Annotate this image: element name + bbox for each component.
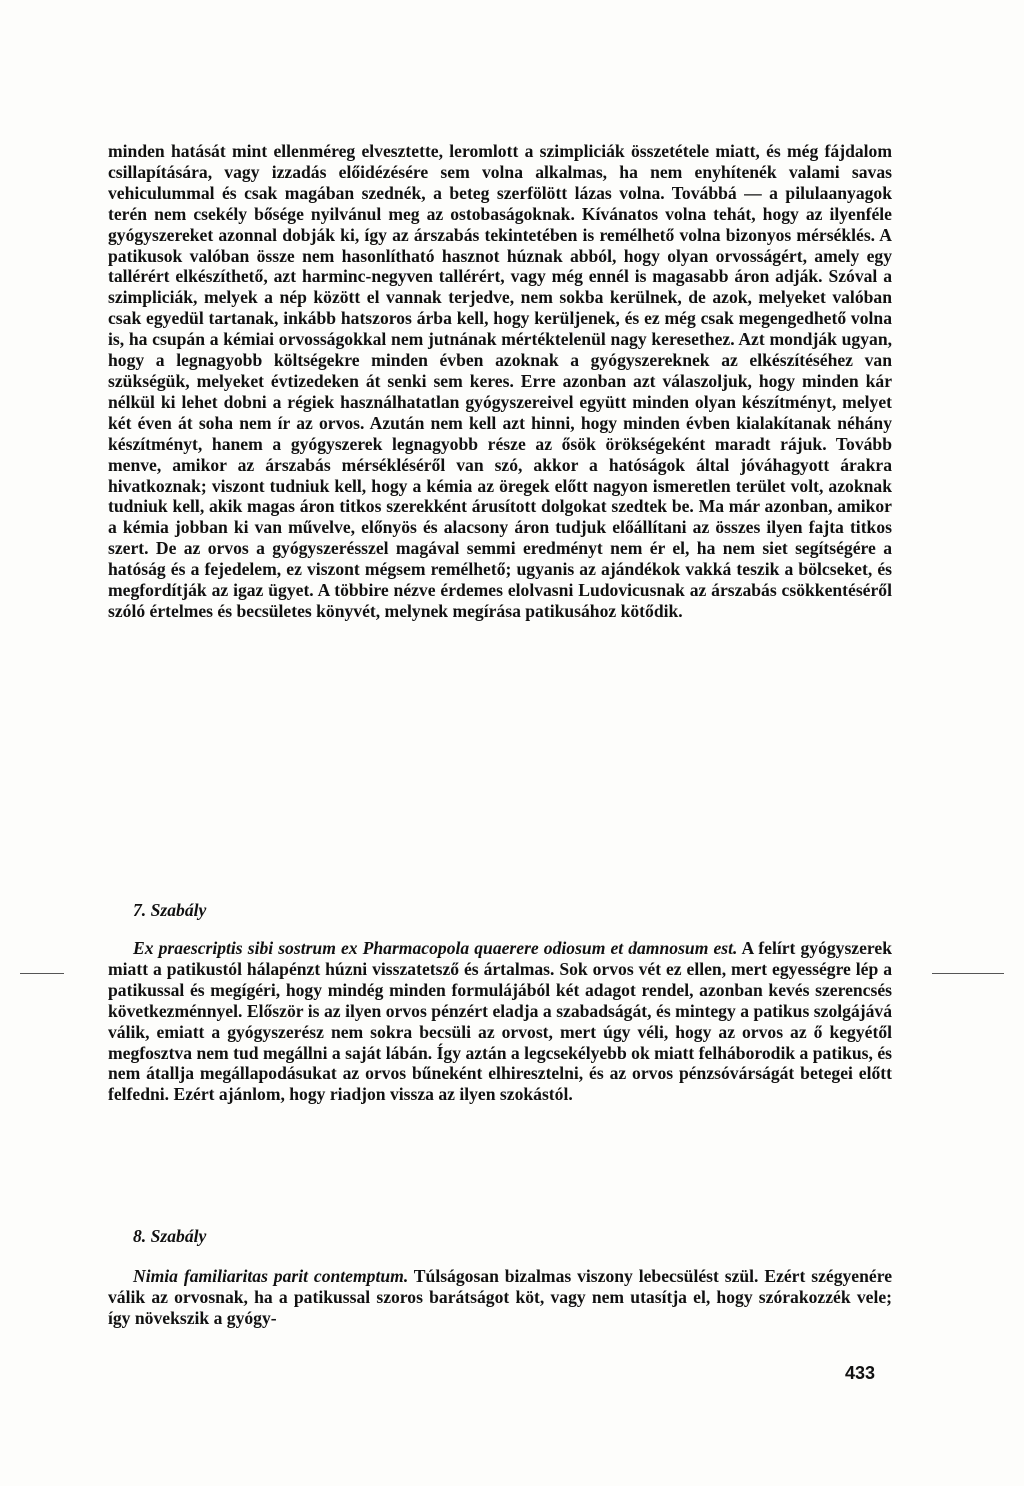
rule-7-latin-motto: Ex praescriptis sibi sostrum ex Pharmacopola quaerere odiosum et damnosum est. bbox=[133, 938, 738, 958]
rule-7-text: A felírt gyógyszerek miatt a patikustól hálapénzt húzni visszatetsző és ártalmas. Sok orvos vét ez ellen, mert egyességre lép a patikussal és megígéri, hogy mindég minden formulájából két adagot rendel, azonban kevés szerencsés következménnyel. Először is az ilyen orvos pénzért eladja a szabadságát, és mintegy a patikus szolgájává válik, emiatt a gyógyszerész nem sokra becsüli az orvost, mert úgy véli, hogy az orvos az ő kegyétől megfosztva nem tud megállni a saját lábán. Így aztán a legcsekélyebb ok miatt felháborodik a patikus, és nem átallja megállapodásukat az orvos bűneként elhiresztelni, és az orvos pénzsóvárságát betegei előtt felfedni. Ezért ajánlom, hogy riadjon vissza az ilyen szokástól. bbox=[108, 938, 893, 1105]
rule-8-paragraph bbox=[108, 1266, 892, 1329]
margin-rule-right bbox=[932, 973, 1004, 974]
rule-7-heading: 7. Szabály bbox=[133, 900, 207, 920]
rule-7-paragraph bbox=[108, 938, 892, 1105]
page-number: 433 bbox=[845, 1363, 876, 1383]
rule-8-text: Túlságosan bizalmas viszony lebecsülést szül. Ezért szégyenére válik az orvosnak, ha a patikussal szoros barátságot köt, vagy nem utasítja el, hogy szórakozzék vele; így növekszik a gyógy- bbox=[108, 1266, 892, 1328]
rule-8-heading: 8. Szabály bbox=[133, 1226, 207, 1246]
rule-8-latin-motto: Nimia familiaritas parit contemptum. bbox=[133, 1266, 409, 1286]
body-paragraph: minden hatását mint ellenméreg elvesztette, leromlott a szimpliciák összetétele miatt, és még fájdalom csillapítására, vagy izzadás előidézésére sem volna alkalmas, ha nem enyhítenék valami savas vehiculummal és csak magában szednék, a beteg szerfölött lázas volna. Továbbá — a pilulaanyagok terén nem csekély bősége nyilvánul meg az ostobaságoknak. Kívánatos volna tehát, hogy az ilyenféle gyógyszereket azonnal dobják ki, így az árszabás tekintetében is remélhető volna bizonyos mérséklés. A patikusok valóban össze nem hasonlítható hasznot húznak abból, hogy olyan orvosságért, amely egy tallérért elkészíthető, azt harminc-negyven tallérért, vagy még ennél is magasabb áron adják. Szóval a szimpliciák, melyek a nép között el vannak terjedve, nem sokba kerülnek, de azok, melyeket valóban csak egyedül tartanak, inkább hatszoros árba kell, hogy kerüljenek, és ez még csak megengedhető volna is, ha csupán a kémiai orvosságokkal nem jutnának mértéktelenül nagy keresethez. Azt mondják ugyan, hogy a legnagyobb költségekre minden évben azoknak a gyógyszereknek az elkészítéséhez van szükségük, melyeket évtizedeken át senki sem keres. Erre azonban azt válaszoljuk, hogy minden kár nélkül ki lehet dobni a régiek használhatatlan gyógyszereivel együtt minden olyan készítményt, melyet két éven át soha nem ír az orvos. Azután nem kell azt hinni, hogy minden évben kialakítanak néhány készítményt, hanem a gyógyszerek legnagyobb része az ősök örökségeként maradt rájuk. Tovább menve, amikor az árszabás mérsékléséről van szó, akkor a hatóságok által jóváhagyott árakra hivatkoznak; viszont tudniuk kell, hogy a kémia az öregek előtt nagyon ismeretlen terület volt, azoknak tudniuk kell, akik magas áron titkos szerekként árusított dolgokat szedtek be. Ma már azonban, amikor a kémia jobban ki van művelve, előnyös és alacsony áron tudjuk előállítani az összes ilyen fajta titkos szert. De az orvos a gyógyszerésszel magával semmi eredményt nem ér el, ha nem siet segítségére a hatóság és a fejedelem, ez viszont mégsem remélhető; ugyanis az ajándékok vakká teszik a bölcseket, és megfordítják az igaz ügyet. A többire nézve érdemes elolvasni Ludovicusnak az árszabás csökkentéséről szóló értelmes és becsületes könyvét, melynek megírása patikusához kötődik. bbox=[108, 141, 892, 621]
margin-rule-left bbox=[20, 973, 64, 974]
